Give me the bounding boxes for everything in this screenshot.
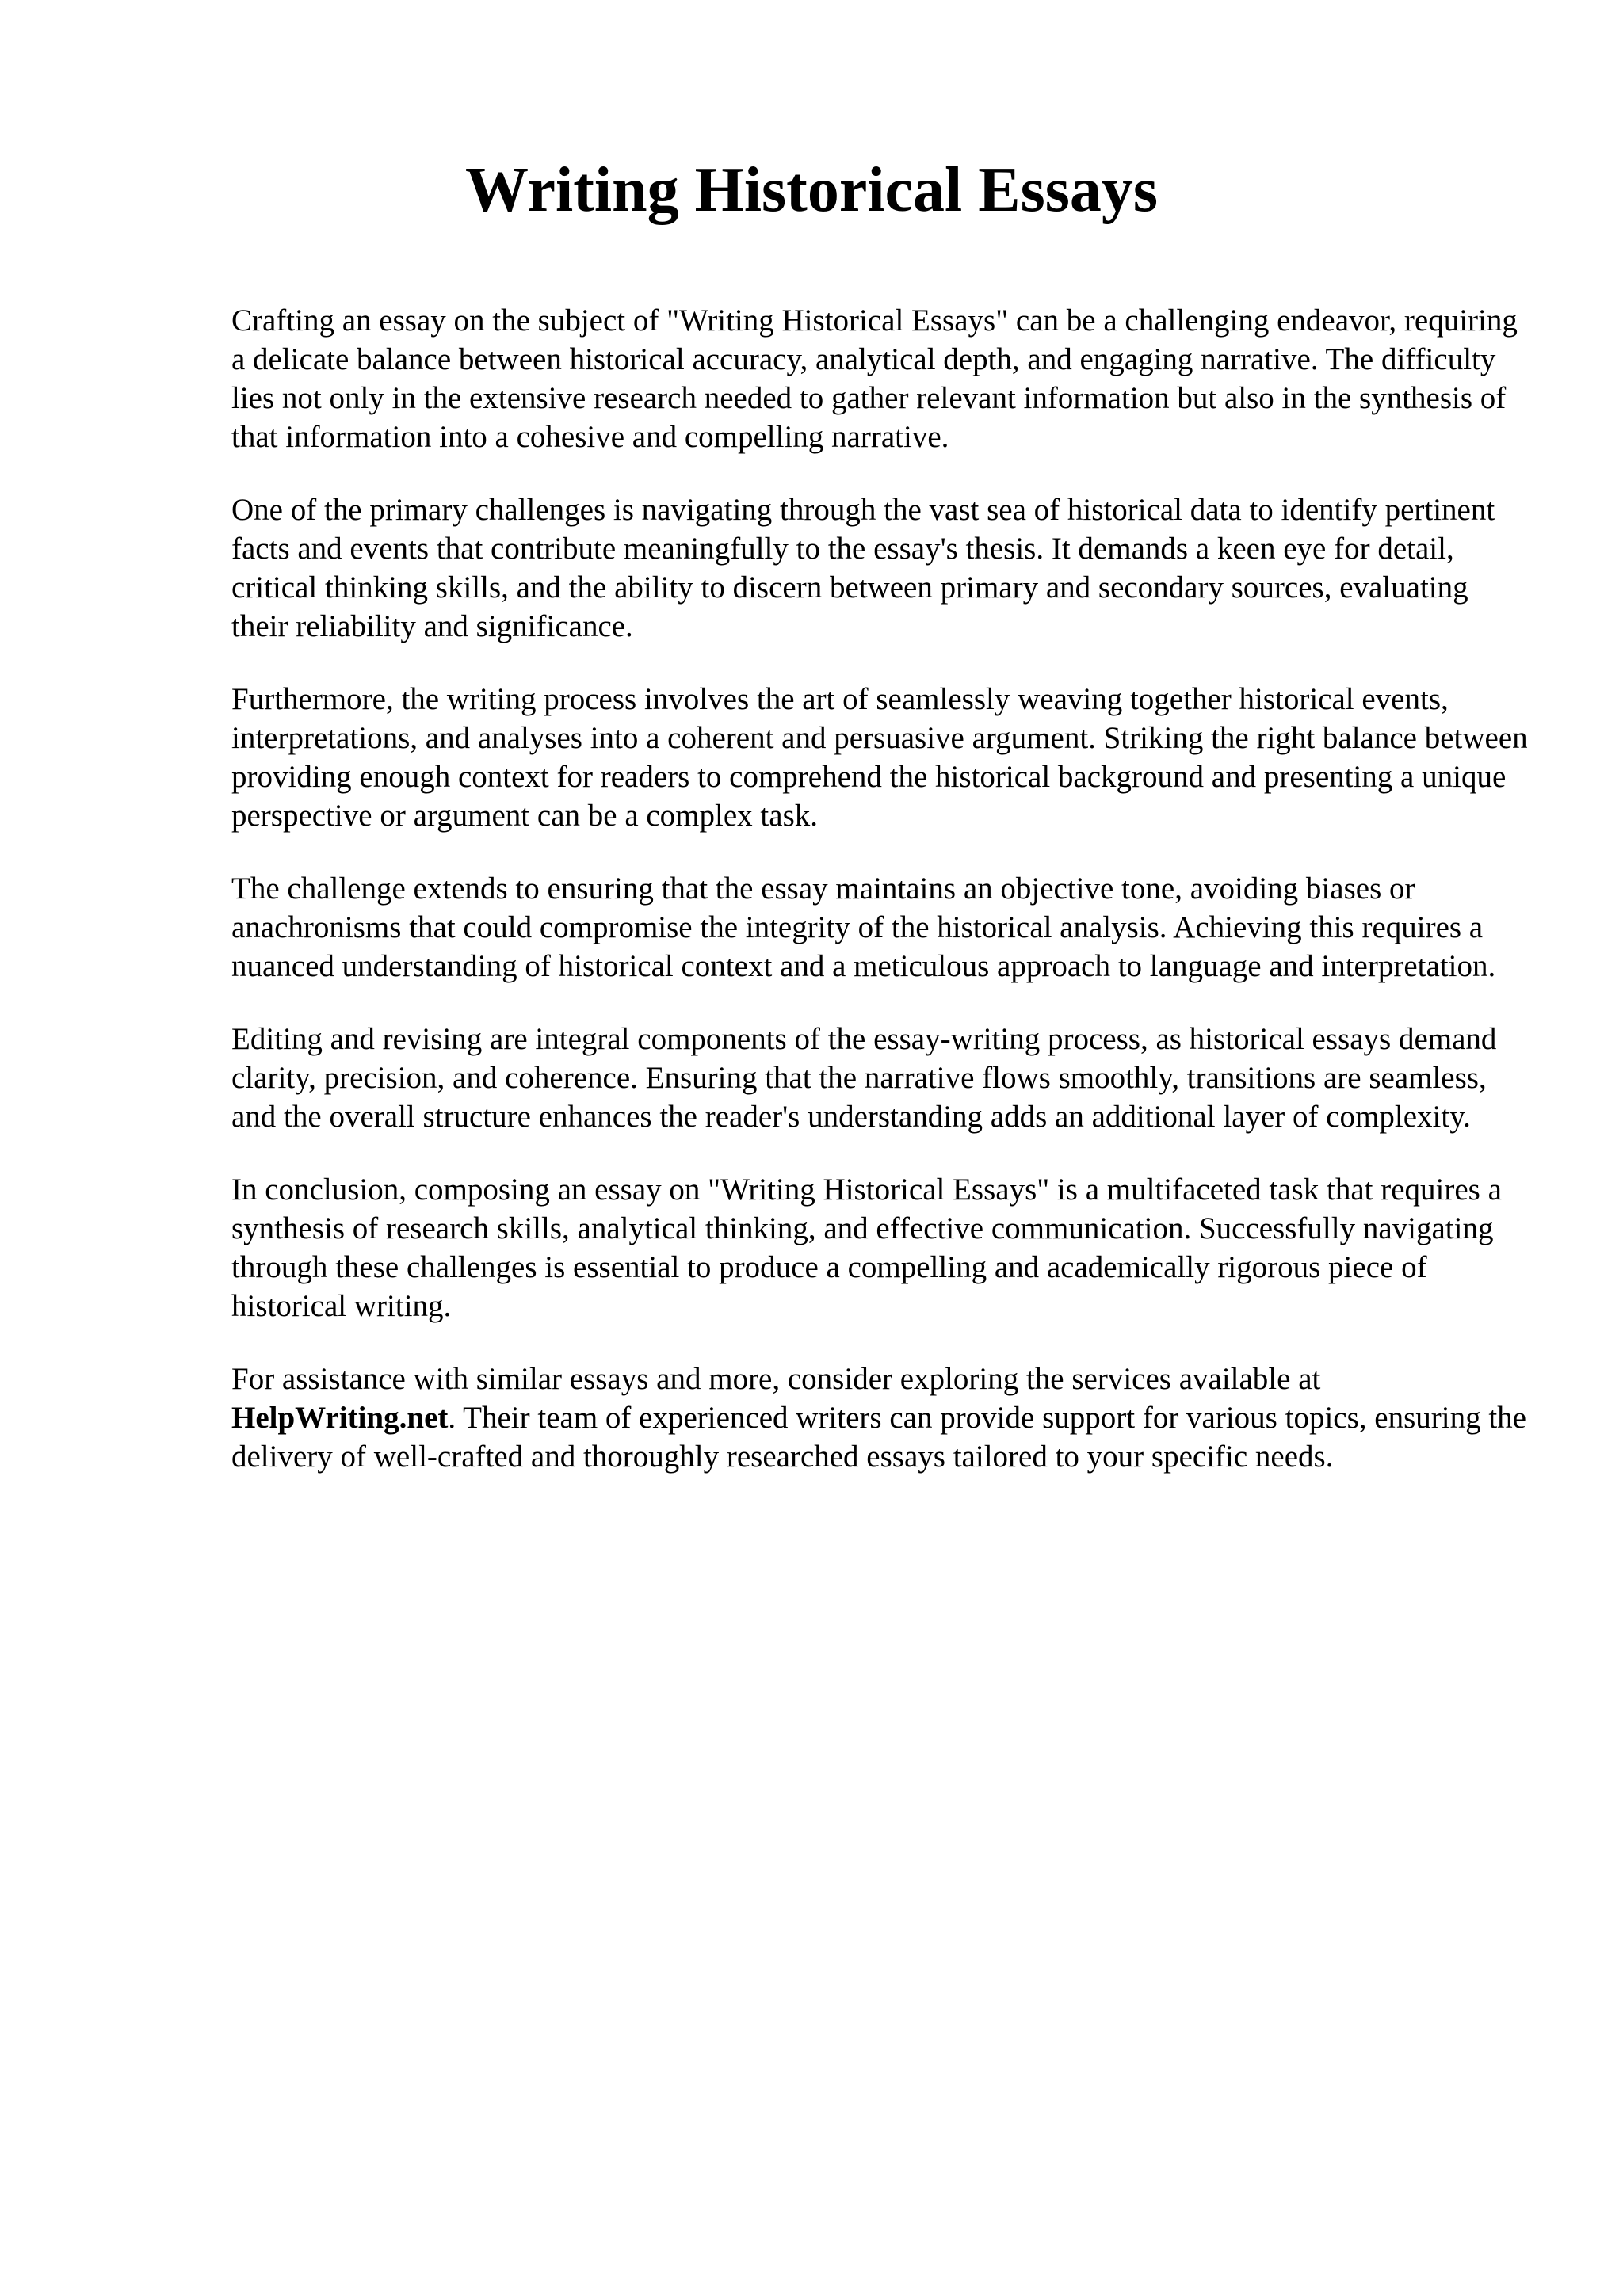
paragraph-editing: Editing and revising are integral components of the essay-writing process, as historical essays demand clarity, precision, and coherence. Ensuring that the narrative flows smoothly, transitions are seamless, and the overall structure enhances the reader's understanding adds an additional layer of complexity. xyxy=(231,1022,1497,1134)
essay-body xyxy=(231,301,1531,1510)
paragraph-closing xyxy=(231,1360,1531,1476)
closing-text-after: . Their team of experienced writers can provide support for various topics, ensuring the delivery of well-crafted and thoroughly researched essays tailored to your specific needs. xyxy=(231,1401,1526,1474)
paragraph-intro: Crafting an essay on the subject of "Writing Historical Essays" can be a challenging endeavor, requiring a delicate balance between historical accuracy, analytical depth, and engaging narrative. The difficulty lies not only in the extensive research needed to gather relevant information but also in the synthesis of that information into a cohesive and compelling narrative. xyxy=(231,303,1518,454)
paragraph-objectivity: The challenge extends to ensuring that the essay maintains an objective tone, avoiding biases or anachronisms that could compromise the integrity of the historical analysis. Achieving this requires a nuanced understanding of historical context and a meticulous approach to language and interpretation. xyxy=(231,871,1496,983)
page-title: Writing Historical Essays xyxy=(464,155,1159,225)
brand-name: HelpWriting.net xyxy=(231,1401,449,1435)
closing-text-before: For assistance with similar essays and more, consider exploring the services available at xyxy=(231,1362,1321,1396)
paragraph-writing-process: Furthermore, the writing process involves the art of seamlessly weaving together historical events, interpretations, and analyses into a coherent and persuasive argument. Striking the right balance between providing enough context for readers to comprehend the historical background and presenting a unique perspective or argument can be a complex task. xyxy=(231,682,1528,833)
paragraph-conclusion: In conclusion, composing an essay on "Writing Historical Essays" is a multifaceted task that requires a synthesis of research skills, analytical thinking, and effective communication. Successfully navigating through these challenges is essential to produce a compelling and academically rigorous piece of historical writing. xyxy=(231,1173,1502,1323)
paragraph-challenges: One of the primary challenges is navigating through the vast sea of historical data to identify pertinent facts and events that contribute meaningfully to the essay's thesis. It demands a keen eye for detail, critical thinking skills, and the ability to discern between primary and secondary sources, evaluating their reliability and significance. xyxy=(231,493,1495,643)
